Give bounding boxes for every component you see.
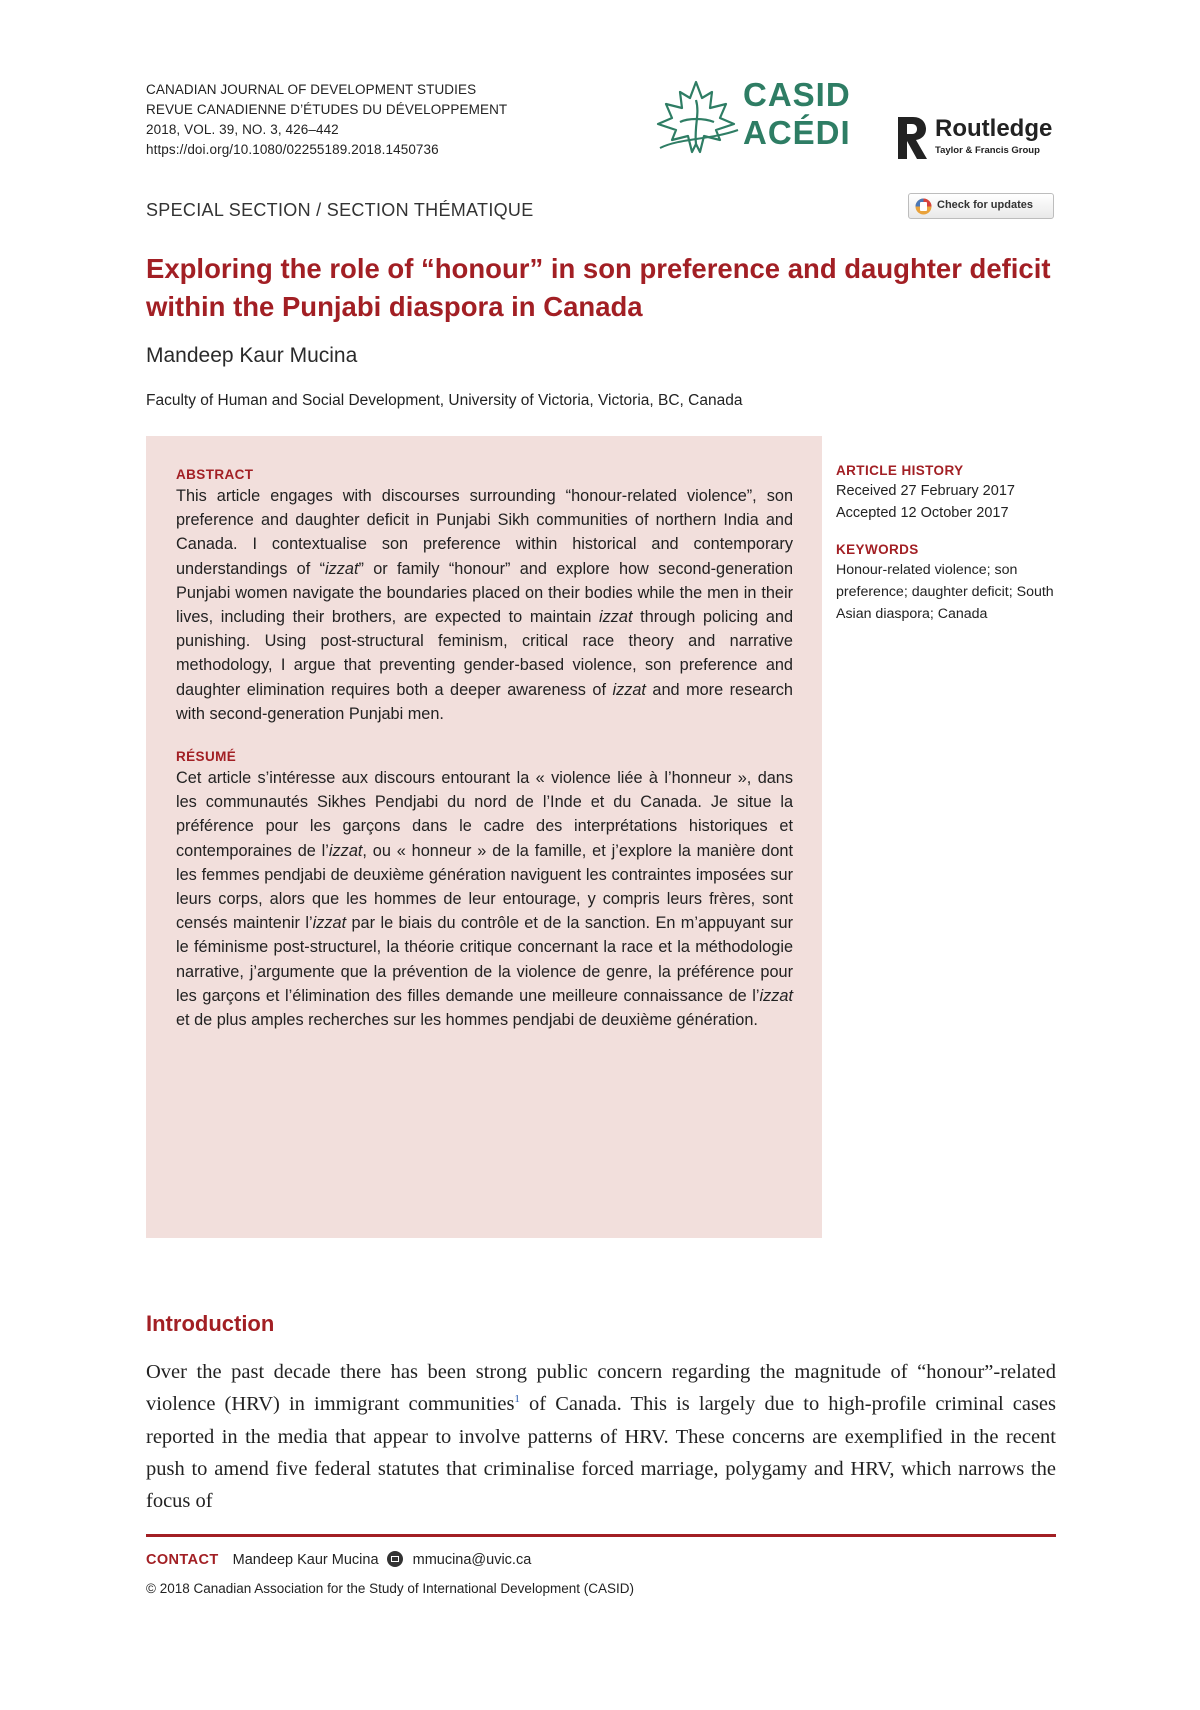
introduction-text: Over the past decade there has been strong public concern regarding the magnitude of “honour”-related violence (HRV) in immigrant communities$^1$ of Canada. This is largely due to high-profile criminal cases reported in the media that appear to involve patterns of HRV. These concerns are exemplified in the recent push to amend five federal statutes that criminalise forced marriage, polygamy and HRV, which narrows the focus of — [146, 1361, 1056, 1513]
article-title: Exploring the role of “honour” in son preference and daughter deficit within the Punjabi diaspora in Canada — [146, 253, 1051, 322]
copyright-notice: © 2018 Canadian Association for the Study of International Development (CASID) — [146, 1581, 634, 1596]
routledge-subtitle: Taylor & Francis Group — [935, 145, 1040, 156]
abstract-box — [146, 436, 822, 1238]
maple-leaf-icon — [650, 78, 742, 160]
casid-wordmark — [743, 76, 851, 152]
article-history-label: ARTICLE HISTORY — [836, 463, 964, 478]
resume-label: RÉSUMÉ — [176, 749, 237, 765]
journal-header — [146, 80, 507, 160]
routledge-logo — [895, 115, 1055, 165]
author-name: Mandeep Kaur Mucina — [146, 344, 358, 367]
resume-text: Cet article s’intéresse aux discours entourant la « violence liée à l’honneur », dans les communautés Sikhes Pendjabi du nord de l’Inde et du Canada. Je situe la préférence pour les garçons dans le cadre des interprétations historiques et contemporaines de l’izzat, ou « honneur » de la famille, et j’explore la manière dont les femmes pendjabi de deuxième génération naviguent les contraintes imposées sur leurs corps, alors que les hommes de leur entourage, y compris leurs frères, sont censés maintenir l’izzat par le biais du contrôle et de la sanction. En m’appuyant sur le féminisme post-structurel, la théorie critique concernant la race et la méthodologie narrative, j’argumente que la prévention de la violence de genre, la préférence pour les garçons et l’élimination des filles demande une meilleure connaissance de l’izzat et de plus amples recherches sur les hommes pendjabi de deuxième génération. — [176, 769, 793, 1030]
contact-label: CONTACT — [146, 1552, 219, 1568]
accepted-date: Accepted 12 October 2017 — [836, 505, 1009, 521]
footer-divider — [146, 1534, 1056, 1537]
casid-line-2: ACÉDI — [743, 114, 851, 151]
casid-line-1: CASID — [743, 76, 851, 113]
journal-name-en: CANADIAN JOURNAL OF DEVELOPMENT STUDIES — [146, 82, 477, 97]
contact-name: Mandeep Kaur Mucina — [232, 1552, 379, 1568]
check-for-updates-button[interactable] — [908, 193, 1054, 219]
check-for-updates-label: Check for updates — [937, 199, 1033, 211]
routledge-name: Routledge — [935, 115, 1053, 142]
journal-volume: 2018, VOL. 39, NO. 3, 426–442 — [146, 122, 339, 137]
contact-line — [146, 1551, 531, 1568]
section-label: SPECIAL SECTION / SECTION THÉMATIQUE — [146, 200, 534, 220]
author-affiliation: Faculty of Human and Social Development, University of Victoria, Victoria, BC, Canada — [146, 392, 743, 409]
abstract-text: This article engages with discourses surrounding “honour-related violence”, son preference and daughter deficit in Punjabi Sikh communities of northern India and Canada. I contextualise son preference within historical and contemporary understandings of “izzat” or family “honour” and explore how second-generation Punjabi women navigate the boundaries placed on their bodies while the men in their lives, including their brothers, are expected to maintain izzat through policing and punishing. Using post-structural feminism, critical race theory and narrative methodology, I argue that preventing gender-based violence, son preference and daughter elimination requires both a deeper awareness of izzat and more research with second-generation Punjabi men. — [176, 487, 794, 723]
email-icon — [387, 1551, 403, 1567]
routledge-r-icon — [895, 115, 929, 161]
journal-name-fr: REVUE CANADIENNE D’ÉTUDES DU DÉVELOPPEMENT — [146, 102, 508, 117]
received-date: Received 27 February 2017 — [836, 483, 1015, 499]
footnote-link[interactable]: 1 — [514, 1393, 520, 1406]
casid-logo — [650, 78, 872, 160]
keywords-label: KEYWORDS — [836, 542, 919, 557]
crossmark-icon — [915, 198, 932, 215]
abstract-label: ABSTRACT — [176, 467, 254, 482]
introduction-heading: Introduction — [146, 1311, 275, 1336]
contact-email-link[interactable]: mmucina@uvic.ca — [412, 1552, 532, 1568]
article-sidebar — [836, 462, 1066, 625]
keywords-text: Honour-related violence; son preference; daughter deficit; South Asian diaspora; Canada — [836, 562, 1054, 622]
journal-doi-link[interactable]: https://doi.org/10.1080/02255189.2018.1450736 — [146, 142, 439, 157]
